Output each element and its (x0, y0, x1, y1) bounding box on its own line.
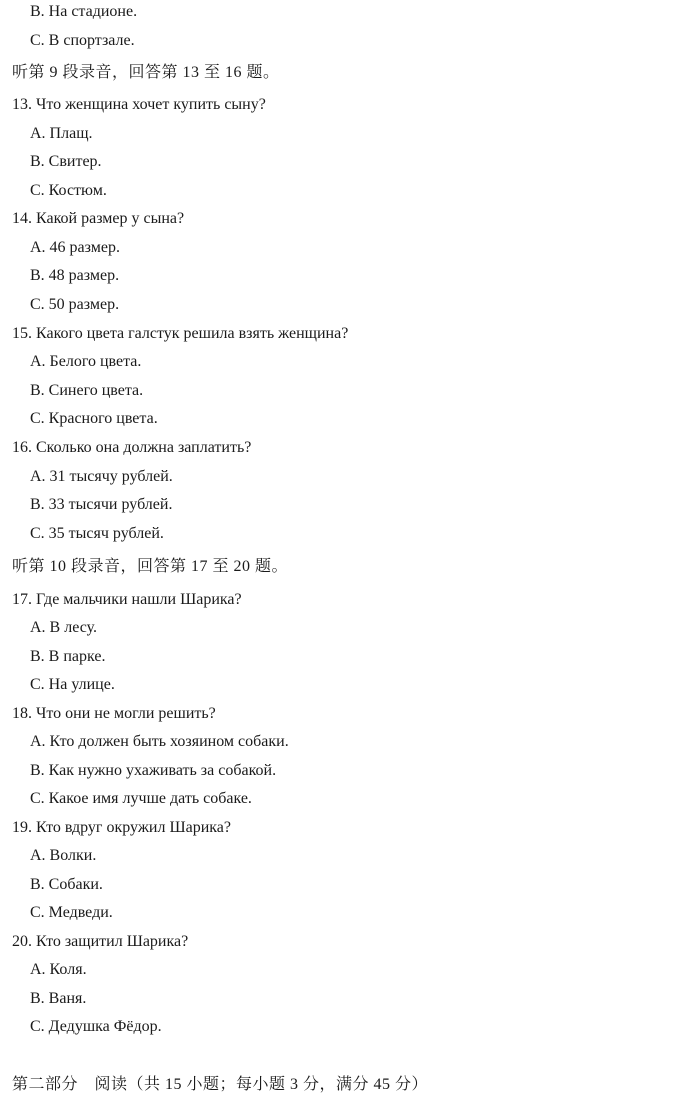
option-c: C. В спортзале. (30, 32, 135, 49)
question-18-option-b: B. Как нужно ухаживать за собакой. (30, 762, 277, 779)
question-13: 13. Что женщина хочет купить сыну? (12, 96, 266, 113)
question-15-option-c: C. Красного цвета. (30, 410, 158, 427)
question-14-option-a: A. 46 размер. (30, 239, 120, 256)
passage-9-instruction: 听第 9 段录音，回答第 13 至 16 题。 (12, 64, 280, 81)
question-13-option-c: C. Костюм. (30, 182, 107, 199)
question-20-option-c: C. Дедушка Фёдор. (30, 1018, 162, 1035)
question-19: 19. Кто вдруг окружил Шарика? (12, 819, 231, 836)
question-14-option-b: B. 48 размер. (30, 267, 120, 284)
option-b: B. На стадионе. (30, 3, 138, 20)
question-16-option-b: B. 33 тысячи рублей. (30, 496, 173, 513)
question-18: 18. Что они не могли решить? (12, 705, 216, 722)
question-16-option-a: A. 31 тысячу рублей. (30, 468, 173, 485)
question-17-option-b: B. В парке. (30, 648, 106, 665)
question-13-option-a: A. Плащ. (30, 125, 93, 142)
question-15: 15. Какого цвета галстук решила взять женщина? (12, 325, 349, 342)
question-20: 20. Кто защитил Шарика? (12, 933, 189, 950)
question-19-option-a: A. Волки. (30, 847, 97, 864)
question-18-option-c: C. Какое имя лучше дать собаке. (30, 790, 252, 807)
question-17-option-a: A. В лесу. (30, 619, 97, 636)
question-13-option-b: B. Свитер. (30, 153, 102, 170)
question-14-option-c: C. 50 размер. (30, 296, 120, 313)
passage-10-instruction: 听第 10 段录音，回答第 17 至 20 题。 (12, 558, 289, 575)
question-14: 14. Какой размер у сына? (12, 210, 185, 227)
question-18-option-a: A. Кто должен быть хозяином собаки. (30, 733, 289, 750)
question-19-option-c: C. Медведи. (30, 904, 113, 921)
question-16-option-c: C. 35 тысяч рублей. (30, 525, 164, 542)
question-16: 16. Сколько она должна заплатить? (12, 439, 252, 456)
question-20-option-b: B. Ваня. (30, 990, 87, 1007)
question-15-option-a: A. Белого цвета. (30, 353, 142, 370)
question-17-option-c: C. На улице. (30, 676, 115, 693)
section-heading-reading: 第二部分 阅读（共 15 小题；每小题 3 分，满分 45 分） (12, 1076, 429, 1093)
question-20-option-a: A. Коля. (30, 961, 87, 978)
question-19-option-b: B. Собаки. (30, 876, 103, 893)
question-17: 17. Где мальчики нашли Шарика? (12, 591, 242, 608)
question-15-option-b: B. Синего цвета. (30, 382, 144, 399)
